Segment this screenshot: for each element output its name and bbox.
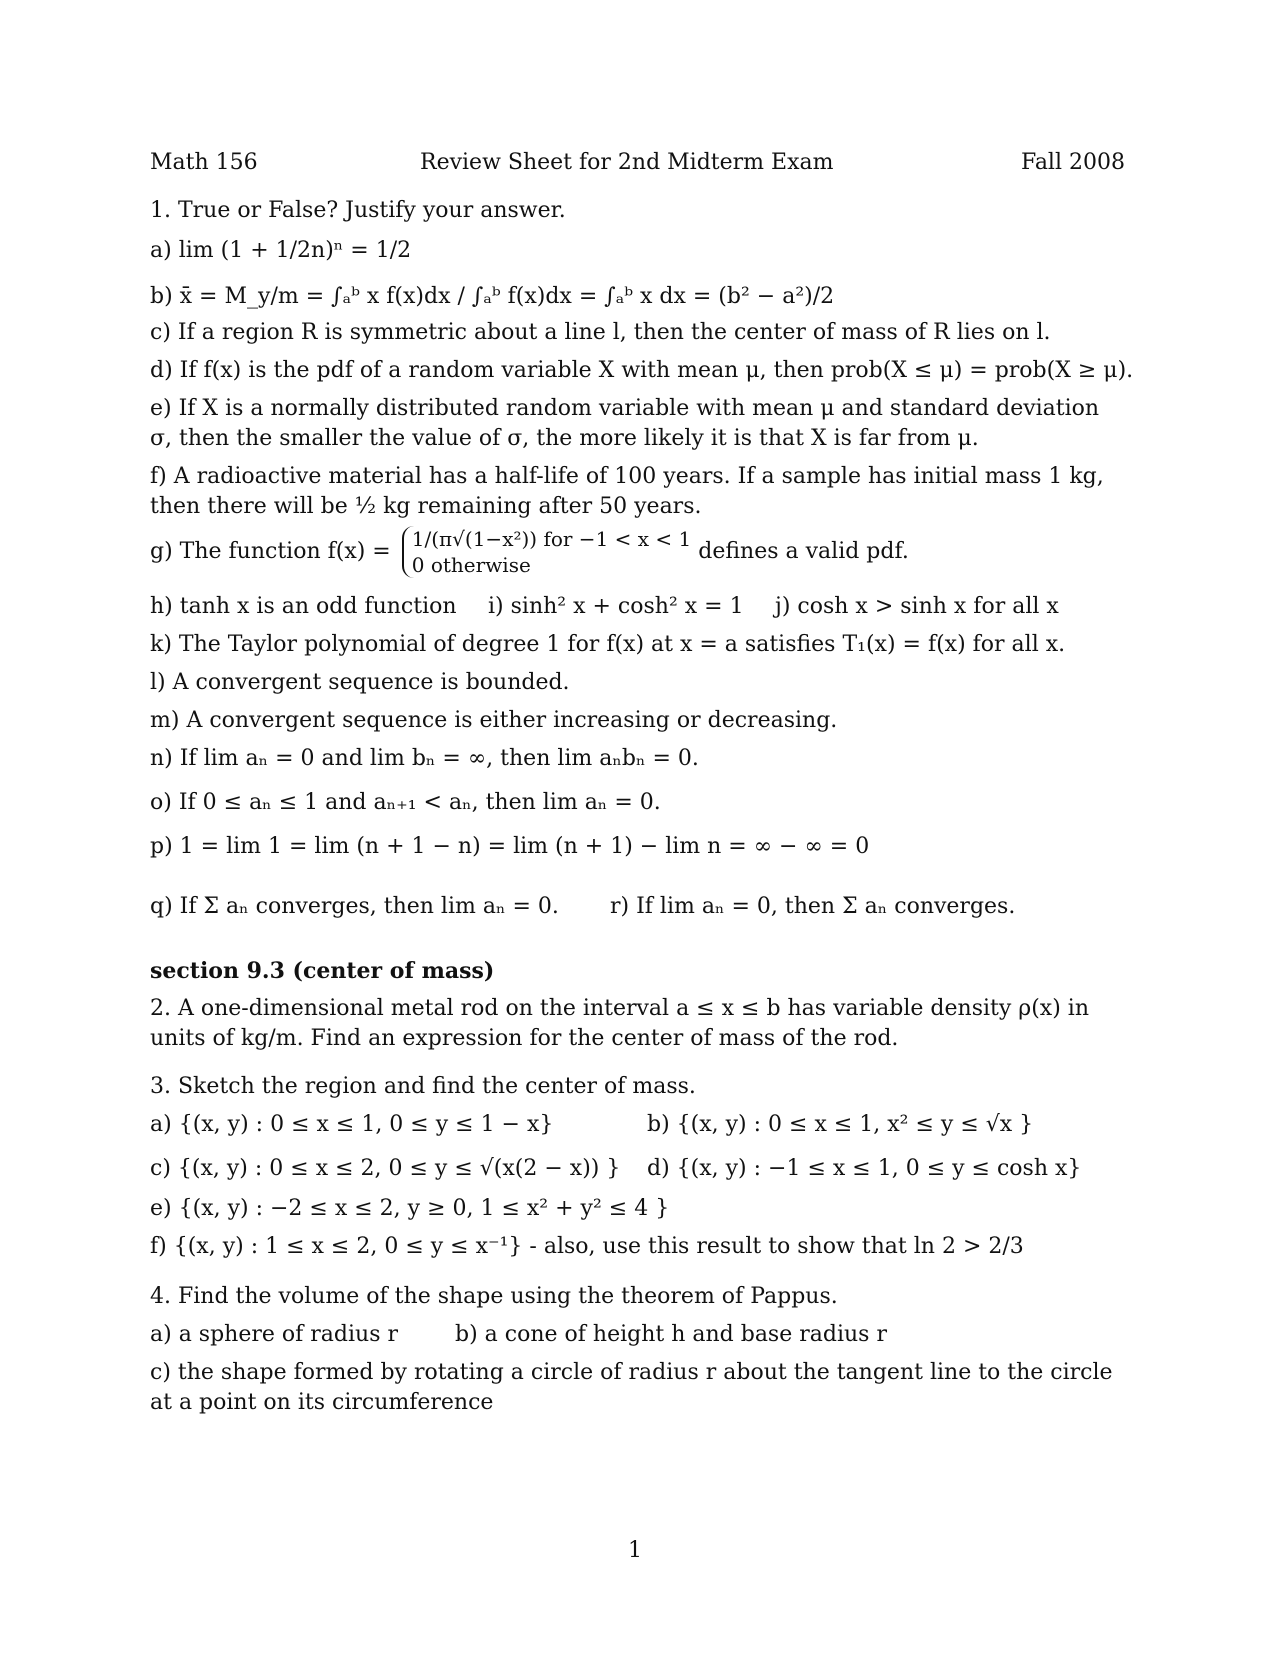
piecewise-brace [402,526,692,578]
page-number: 1 [628,1538,642,1563]
q1-e: e) If X is a normally distributed random variable with mean μ and standard deviation σ, then the smaller the value of σ, the more likely it is that X is far from μ. [150,396,1100,451]
q1-g-post: defines a valid pdf. [698,539,909,564]
page-header [150,150,1125,180]
course-name: Math 156 [150,150,258,175]
q1-d: d) If f(x) is the pdf of a random variable X with mean μ, then prob(X ≤ μ) = prob(X ≥ μ). [150,358,1134,383]
q3-b: b) {(x, y) : 0 ≤ x ≤ 1, x² ≤ y ≤ √x } [647,1112,1034,1137]
q1-m: m) A convergent sequence is either increasing or decreasing. [150,708,838,733]
q1-q: q) If Σ aₙ converges, then lim aₙ = 0. [150,894,559,919]
q1-j: j) cosh x > sinh x for all x [775,594,1059,619]
q1-a: a) lim (1 + 1/2n)ⁿ = 1/2 [150,238,412,263]
sheet-title: Review Sheet for 2nd Midterm Exam [420,150,834,175]
q1-n: n) If lim aₙ = 0 and lim bₙ = ∞, then lim aₙbₙ = 0. [150,746,699,771]
q3-title: 3. Sketch the region and find the center of mass. [150,1074,696,1099]
q1-h: h) tanh x is an odd function [150,594,457,619]
q1-p: p) 1 = lim 1 = lim (n + 1 − n) = lim (n + 1) − lim n = ∞ − ∞ = 0 [150,834,870,859]
q1-c: c) If a region R is symmetric about a line l, then the center of mass of R lies on l. [150,320,1051,345]
q3-f: f) {(x, y) : 1 ≤ x ≤ 2, 0 ≤ y ≤ x⁻¹} - also, use this result to show that ln 2 > 2/3 [150,1234,1024,1259]
q4-a: a) a sphere of radius r [150,1322,398,1347]
q1-g-case1: 1/(π√(1−x²)) for −1 < x < 1 [411,527,692,551]
q1-k: k) The Taylor polynomial of degree 1 for f(x) at x = a satisfies T₁(x) = f(x) for all x. [150,632,1066,657]
q1-o: o) If 0 ≤ aₙ ≤ 1 and aₙ₊₁ < aₙ, then lim aₙ = 0. [150,790,661,815]
q1-r: r) If lim aₙ = 0, then Σ aₙ converges. [610,894,1016,919]
q3-c: c) {(x, y) : 0 ≤ x ≤ 2, 0 ≤ y ≤ √(x(2 − x)) } [150,1156,621,1181]
q1-b: b) x̄ = M_y/m = ∫ₐᵇ x f(x)dx / ∫ₐᵇ f(x)dx = ∫ₐᵇ x dx = (b² − a²)/2 [150,284,835,309]
q3-e: e) {(x, y) : −2 ≤ x ≤ 2, y ≥ 0, 1 ≤ x² + y² ≤ 4 } [150,1196,670,1221]
q3-d: d) {(x, y) : −1 ≤ x ≤ 1, 0 ≤ y ≤ cosh x} [647,1156,1082,1181]
term: Fall 2008 [1021,150,1125,175]
q1-g-case2: 0 otherwise [411,553,531,577]
q1-g [150,526,1140,586]
section-heading: section 9.3 (center of mass) [150,958,495,984]
q1-l: l) A convergent sequence is bounded. [150,670,570,695]
q1-f: f) A radioactive material has a half-life of 100 years. If a sample has initial mass 1 kg, then there will be ½ kg remaining after 50 years. [150,464,1104,519]
q1-g-pre: g) The function f(x) = [150,539,391,564]
q4-title: 4. Find the volume of the shape using the theorem of Pappus. [150,1284,838,1309]
q3-a: a) {(x, y) : 0 ≤ x ≤ 1, 0 ≤ y ≤ 1 − x} [150,1112,554,1137]
q4-b: b) a cone of height h and base radius r [455,1322,887,1347]
q2: 2. A one-dimensional metal rod on the interval a ≤ x ≤ b has variable density ρ(x) in units of kg/m. Find an expression for the center of mass of the rod. [150,996,1089,1051]
q1-title: 1. True or False? Justify your answer. [150,198,566,223]
q4-c: c) the shape formed by rotating a circle of radius r about the tangent line to the circle at a point on its circumference [150,1360,1113,1415]
q1-i: i) sinh² x + cosh² x = 1 [488,594,744,619]
